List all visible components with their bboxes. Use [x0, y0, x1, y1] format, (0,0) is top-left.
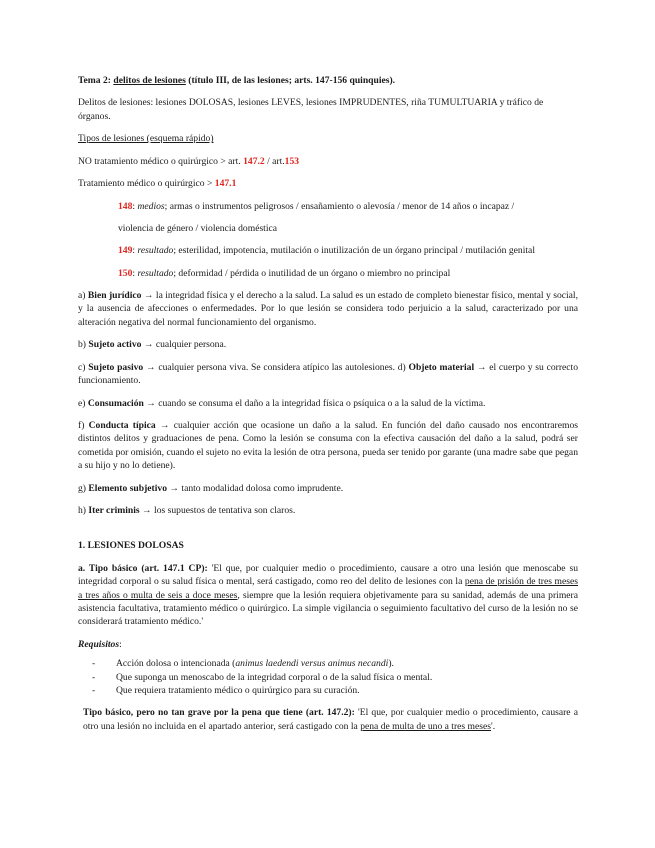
item-c-sujeto-pasivo	[78, 361, 578, 388]
item-e-consumacion	[78, 397, 578, 410]
requisitos-label: Requisitos	[78, 638, 120, 650]
item-a-label: a)	[78, 290, 88, 302]
art-149-em: resultado	[137, 245, 174, 257]
requisitos-list	[78, 657, 578, 697]
tipo-basico-pena: pena de prisión de tres meses a tres años o multa de seis a doce meses	[78, 576, 578, 601]
art-150-num: 150	[118, 267, 133, 279]
art-149-colon: :	[132, 245, 138, 257]
item-e-label: e)	[78, 397, 88, 409]
intro-paragraph: Delitos de lesiones: lesiones DOLOSAS, lesiones LEVES, lesiones IMPRUDENTES, riña TUMULTUARIA y tráfico de órganos.	[78, 97, 544, 122]
item-d-bold: Objeto material	[408, 361, 475, 373]
art-153: 153	[284, 155, 300, 167]
art-147-1: 147.1	[214, 178, 237, 190]
art-150-colon: :	[132, 267, 138, 279]
art-150-line	[78, 267, 578, 280]
item-c-arrow: →	[143, 361, 159, 373]
tipo-basico-bold: a. Tipo básico (art. 147.1 CP):	[78, 562, 212, 574]
art-148-block	[78, 200, 578, 235]
item-f-bold: Conducta típica	[88, 419, 156, 431]
art-sep: / art.	[264, 155, 285, 167]
item-f-conducta-tipica	[78, 419, 578, 473]
req-1-post: ).	[388, 658, 394, 670]
art-148-num: 148	[118, 201, 133, 213]
art-150-text: ; deformidad / pérdida o inutilidad de un órgano o miembro no principal	[173, 267, 451, 279]
tratamiento-text: Tratamiento médico o quirúrgico >	[78, 178, 215, 190]
no-tratamiento-line	[78, 155, 578, 168]
list-item	[78, 684, 578, 697]
item-e-text: cuando se consuma el daño a la integridad física o psíquica o a la salud de la víctima.	[158, 397, 486, 409]
art-150-em: resultado	[137, 267, 174, 279]
item-f-text: cualquier acción que ocasione un daño a la salud. En función del daño causado nos encontraremos distintos delitos y graduaciones de pena. Como la lesión se consuma con la efectiva causación del daño a la salud, podrá ser cometida por omisión, cuando el sujeto no evita la lesión de otra persona, pueda ser tenido por garante (una madre sabe que pegan a su hijo y no lo detiene).	[78, 419, 578, 472]
item-g-text: tanto modalidad dolosa como imprudente.	[181, 482, 344, 494]
item-f-label: f)	[78, 419, 89, 431]
title-underlined: delitos de lesiones	[113, 75, 186, 86]
list-item	[78, 671, 578, 684]
item-h-bold: Iter criminis	[88, 504, 140, 516]
item-f-arrow: →	[155, 419, 174, 431]
art-148-line1	[118, 200, 578, 213]
item-a-bold: Bien jurídico	[87, 290, 142, 302]
no-tratamiento-text: NO tratamiento médico o quirúrgico > art.	[78, 155, 244, 167]
art-149-line	[78, 244, 578, 257]
tipo-basico-text2: , siempre que la lesión requiera objetivamente para su sanidad, además de una primera asistencia facultativa, tratamiento médico o quirúrgico. La simple vigilancia o seguimiento facultativo del curso de la lesión no se considerará tratamiento médico.'	[78, 589, 579, 628]
title-prefix: Tema 2:	[78, 75, 114, 86]
item-e-arrow: →	[143, 397, 159, 409]
item-d-text: el cuerpo y su correcto funcionamiento.	[78, 361, 579, 387]
tipo-basico-2-text2: '.	[491, 720, 496, 732]
art-148-em: medios	[137, 201, 165, 213]
item-c-label: c)	[78, 361, 89, 373]
item-e-bold: Consumación	[87, 397, 144, 409]
item-h-label: h)	[78, 504, 89, 516]
list-item	[78, 657, 578, 670]
art-147-2: 147.2	[243, 155, 265, 167]
item-a-bien-juridico	[78, 289, 578, 329]
item-a-text: la integridad física y el derecho a la salud. La salud es un estado de completo bienestar físico, mental y social, y la ausencia de afecciones o enfermedades. Por lo que lesión se considera todo perjuicio a la salud, caracterizado por una alteración negativa del normal funcionamiento del organismo.	[78, 290, 578, 328]
art-148-colon: :	[132, 201, 138, 213]
art-148-text: ; armas o instrumentos peligrosos / ensañamiento o alevosía / menor de 14 años o incapaz /	[164, 201, 515, 213]
req-1-text: Acción dolosa o intencionada (	[116, 658, 236, 670]
item-b-text: cualquier persona.	[155, 339, 227, 351]
req-2-text: Que suponga un menoscabo de la integridad corporal o de la salud física o mental.	[116, 671, 433, 683]
item-g-elemento-subjetivo	[78, 482, 578, 495]
item-b-sujeto-activo	[78, 338, 578, 351]
art-149-text: ; esterilidad, impotencia, mutilación o inutilización de un órgano principal / mutilación genital	[173, 245, 535, 257]
tipo-basico-2-paragraph	[78, 706, 578, 733]
tipo-basico-text1: 'El que, por cualquier medio o procedimiento, causare a otro una lesión que menoscabe su integridad corporal o su salud física o mental, será castigado, como reo del delito de lesiones con la	[78, 562, 578, 588]
item-b-arrow: →	[141, 339, 156, 351]
item-c-text: cualquier persona viva. Se considera atípico las autolesiones. d)	[158, 361, 409, 373]
section-heading: 1. LESIONES DOLOSAS	[78, 540, 184, 552]
item-b-label: b)	[78, 339, 89, 351]
document-page	[78, 74, 578, 733]
item-b-bold: Sujeto activo	[88, 339, 142, 351]
item-c-bold: Sujeto pasivo	[88, 361, 144, 373]
art-149-num: 149	[118, 245, 133, 257]
item-g-arrow: →	[167, 482, 182, 494]
title-suffix: (título III, de las lesiones; arts. 147-156 quinquies).	[185, 75, 396, 86]
tipo-basico-2-bold: Tipo básico, pero no tan grave por la pena que tiene (art. 147.2):	[83, 707, 358, 719]
item-h-arrow: →	[139, 504, 155, 516]
tipo-basico-2-pena: pena de multa de uno a tres meses	[360, 720, 492, 732]
requisitos-colon: :	[119, 638, 122, 650]
item-d-arrow: →	[474, 361, 490, 373]
req-1-em: animus laedendi versus animus necandi	[235, 658, 389, 670]
item-g-label: g)	[78, 482, 89, 494]
requisitos-heading	[78, 638, 578, 651]
item-g-bold: Elemento subjetivo	[88, 482, 168, 494]
tipo-basico-2-text1: 'El que, por cualquier medio o procedimiento, causare a otro una lesión no incluida en el apartado anterior, será castigado con la	[83, 707, 578, 732]
item-a-arrow: →	[141, 290, 156, 302]
tratamiento-line	[78, 177, 578, 190]
tipo-basico-paragraph	[78, 562, 578, 629]
item-h-text: los supuestos de tentativa son claros.	[154, 504, 296, 516]
art-148-line2: violencia de género / violencia doméstica	[118, 222, 278, 234]
item-h-iter-criminis	[78, 504, 578, 517]
req-3-text: Que requiera tratamiento médico o quirúrgico para su curación.	[116, 685, 360, 696]
page-title	[78, 74, 578, 87]
tipos-heading: Tipos de lesiones (esquema rápido)	[78, 133, 214, 145]
